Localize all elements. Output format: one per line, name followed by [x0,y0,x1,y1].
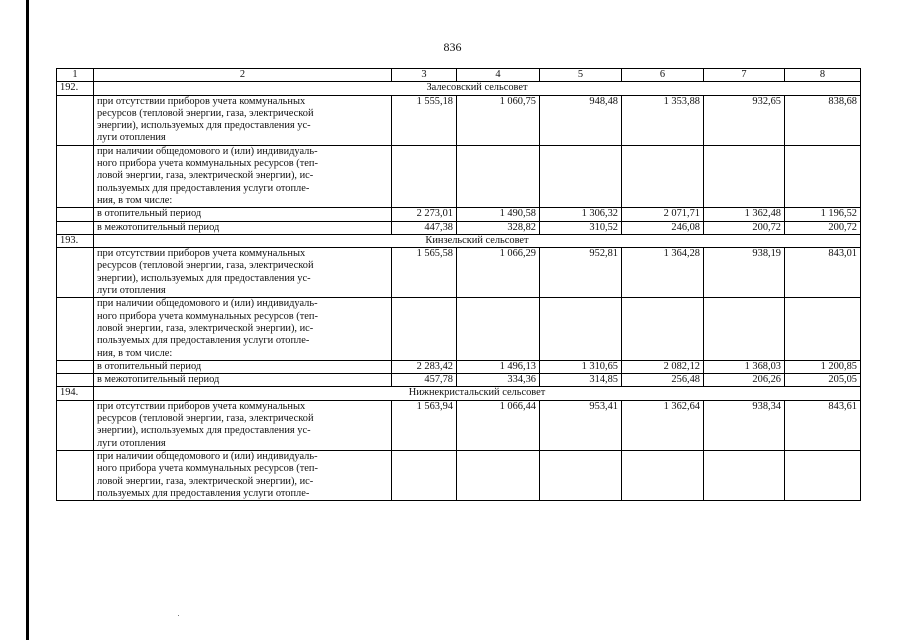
value-col-5: 952,81 [540,248,622,298]
row-number-cell [57,298,94,360]
value-col-6: 256,48 [622,374,704,387]
column-header-2: 2 [94,69,392,82]
description-line: луги отопления [97,437,166,449]
value-col-5 [540,145,622,207]
value-col-4: 1 060,75 [457,95,540,145]
value-col-6: 1 353,88 [622,95,704,145]
table-row [57,298,861,360]
value-col-3: 447,38 [392,221,457,234]
table-row [57,145,861,207]
description-line: при отсутствии приборов учета коммунальных [97,95,306,107]
value-col-8: 200,72 [785,221,861,234]
value-col-7 [704,298,785,360]
row-description [94,298,392,360]
value-col-6 [622,450,704,500]
section-number: 194. [57,387,94,400]
value-col-6 [622,145,704,207]
description-line: пользуемых для предоставления услуги отопле- [97,335,310,347]
value-col-4: 1 066,29 [457,248,540,298]
scan-left-border [26,0,29,640]
value-col-8: 1 200,85 [785,360,861,373]
description-line: ного прибора учета коммунальных ресурсов (теп- [97,463,318,475]
row-number-cell [57,221,94,234]
row-number-cell [57,360,94,373]
description-line: при наличии общедомового и (или) индивидуаль- [97,145,318,157]
description-line: при отсутствии приборов учета коммунальных [97,400,306,412]
row-number-cell [57,145,94,207]
description-line: ния, в том числе: [97,347,173,359]
value-col-7: 938,34 [704,400,785,450]
table-body [57,82,861,501]
value-col-6 [622,298,704,360]
row-description [94,374,392,387]
description-line: ного прибора учета коммунальных ресурсов (теп- [97,310,318,322]
row-description [94,400,392,450]
column-header-6: 6 [622,69,704,82]
value-col-3: 2 283,42 [392,360,457,373]
description-line: в межотопительный период [97,221,220,233]
value-col-5: 1 310,65 [540,360,622,373]
value-col-3 [392,298,457,360]
value-col-4: 1 490,58 [457,208,540,221]
value-col-7: 932,65 [704,95,785,145]
description-line: энергии), используемых для предоставления ус- [97,120,311,132]
table-row [57,95,861,145]
row-description [94,248,392,298]
row-description [94,145,392,207]
value-col-4: 334,36 [457,374,540,387]
row-description [94,208,392,221]
value-col-5: 948,48 [540,95,622,145]
table-row [57,208,861,221]
description-line: в отопительный период [97,208,202,220]
description-line: ресурсов (тепловой энергии, газа, электрической [97,107,314,119]
value-col-3: 2 273,01 [392,208,457,221]
value-col-4 [457,298,540,360]
value-col-8: 1 196,52 [785,208,861,221]
value-col-5: 314,85 [540,374,622,387]
value-col-3 [392,145,457,207]
row-number-cell [57,208,94,221]
value-col-8 [785,145,861,207]
column-header-row [57,69,861,82]
section-name: Залесовский сельсовет [94,82,861,95]
table-row [57,450,861,500]
section-number: 193. [57,234,94,247]
description-line: ного прибора учета коммунальных ресурсов (теп- [97,158,318,170]
value-col-5 [540,450,622,500]
value-col-6: 1 362,64 [622,400,704,450]
table-row [57,248,861,298]
column-header-3: 3 [392,69,457,82]
value-col-4: 1 066,44 [457,400,540,450]
value-col-6: 1 364,28 [622,248,704,298]
table-row [57,400,861,450]
row-number-cell [57,400,94,450]
value-col-7: 200,72 [704,221,785,234]
column-header-4: 4 [457,69,540,82]
row-description [94,95,392,145]
description-line: ловой энергии, газа, электрической энергии), ис- [97,170,314,182]
row-description [94,221,392,234]
value-col-7: 206,26 [704,374,785,387]
scan-artifact [178,615,179,616]
value-col-3: 1 555,18 [392,95,457,145]
value-col-4 [457,145,540,207]
column-header-7: 7 [704,69,785,82]
value-col-8 [785,450,861,500]
section-name: Кинзельский сельсовет [94,234,861,247]
value-col-3 [392,450,457,500]
value-col-8: 205,05 [785,374,861,387]
value-col-3: 457,78 [392,374,457,387]
description-line: в отопительный период [97,360,202,372]
value-col-5: 1 306,32 [540,208,622,221]
description-line: пользуемых для предоставления услуги отопле- [97,487,310,499]
value-col-6: 2 071,71 [622,208,704,221]
value-col-7: 1 368,03 [704,360,785,373]
value-col-4 [457,450,540,500]
section-row [57,82,861,95]
row-number-cell [57,374,94,387]
value-col-7 [704,450,785,500]
value-col-3: 1 565,58 [392,248,457,298]
description-line: пользуемых для предоставления услуги отопле- [97,182,310,194]
value-col-5: 953,41 [540,400,622,450]
row-description [94,360,392,373]
value-col-8: 843,01 [785,248,861,298]
value-col-8: 843,61 [785,400,861,450]
description-line: ловой энергии, газа, электрической энергии), ис- [97,322,314,334]
section-name: Нижнекристальский сельсовет [94,387,861,400]
description-line: при отсутствии приборов учета коммунальных [97,248,306,260]
description-line: энергии), используемых для предоставления ус- [97,425,311,437]
value-col-4: 1 496,13 [457,360,540,373]
row-description [94,450,392,500]
value-col-5: 310,52 [540,221,622,234]
value-col-4: 328,82 [457,221,540,234]
section-row [57,387,861,400]
column-header-1: 1 [57,69,94,82]
value-col-6: 2 082,12 [622,360,704,373]
table-row [57,374,861,387]
description-line: ния, в том числе: [97,194,173,206]
value-col-3: 1 563,94 [392,400,457,450]
value-col-8 [785,298,861,360]
table-row [57,221,861,234]
tariff-table [56,68,861,501]
value-col-8: 838,68 [785,95,861,145]
description-line: ресурсов (тепловой энергии, газа, электрической [97,413,314,425]
description-line: при наличии общедомового и (или) индивидуаль- [97,298,318,310]
value-col-7 [704,145,785,207]
row-number-cell [57,95,94,145]
row-number-cell [57,248,94,298]
description-line: при наличии общедомового и (или) индивидуаль- [97,450,318,462]
value-col-6: 246,08 [622,221,704,234]
column-header-5: 5 [540,69,622,82]
description-line: луги отопления [97,285,166,297]
description-line: энергии), используемых для предоставления ус- [97,272,311,284]
row-number-cell [57,450,94,500]
value-col-7: 1 362,48 [704,208,785,221]
description-line: ресурсов (тепловой энергии, газа, электрической [97,260,314,272]
value-col-5 [540,298,622,360]
description-line: луги отопления [97,132,166,144]
table-row [57,360,861,373]
description-line: ловой энергии, газа, электрической энергии), ис- [97,475,314,487]
value-col-7: 938,19 [704,248,785,298]
column-header-8: 8 [785,69,861,82]
section-row [57,234,861,247]
section-number: 192. [57,82,94,95]
description-line: в межотопительный период [97,374,220,386]
page-number: 836 [443,40,462,54]
